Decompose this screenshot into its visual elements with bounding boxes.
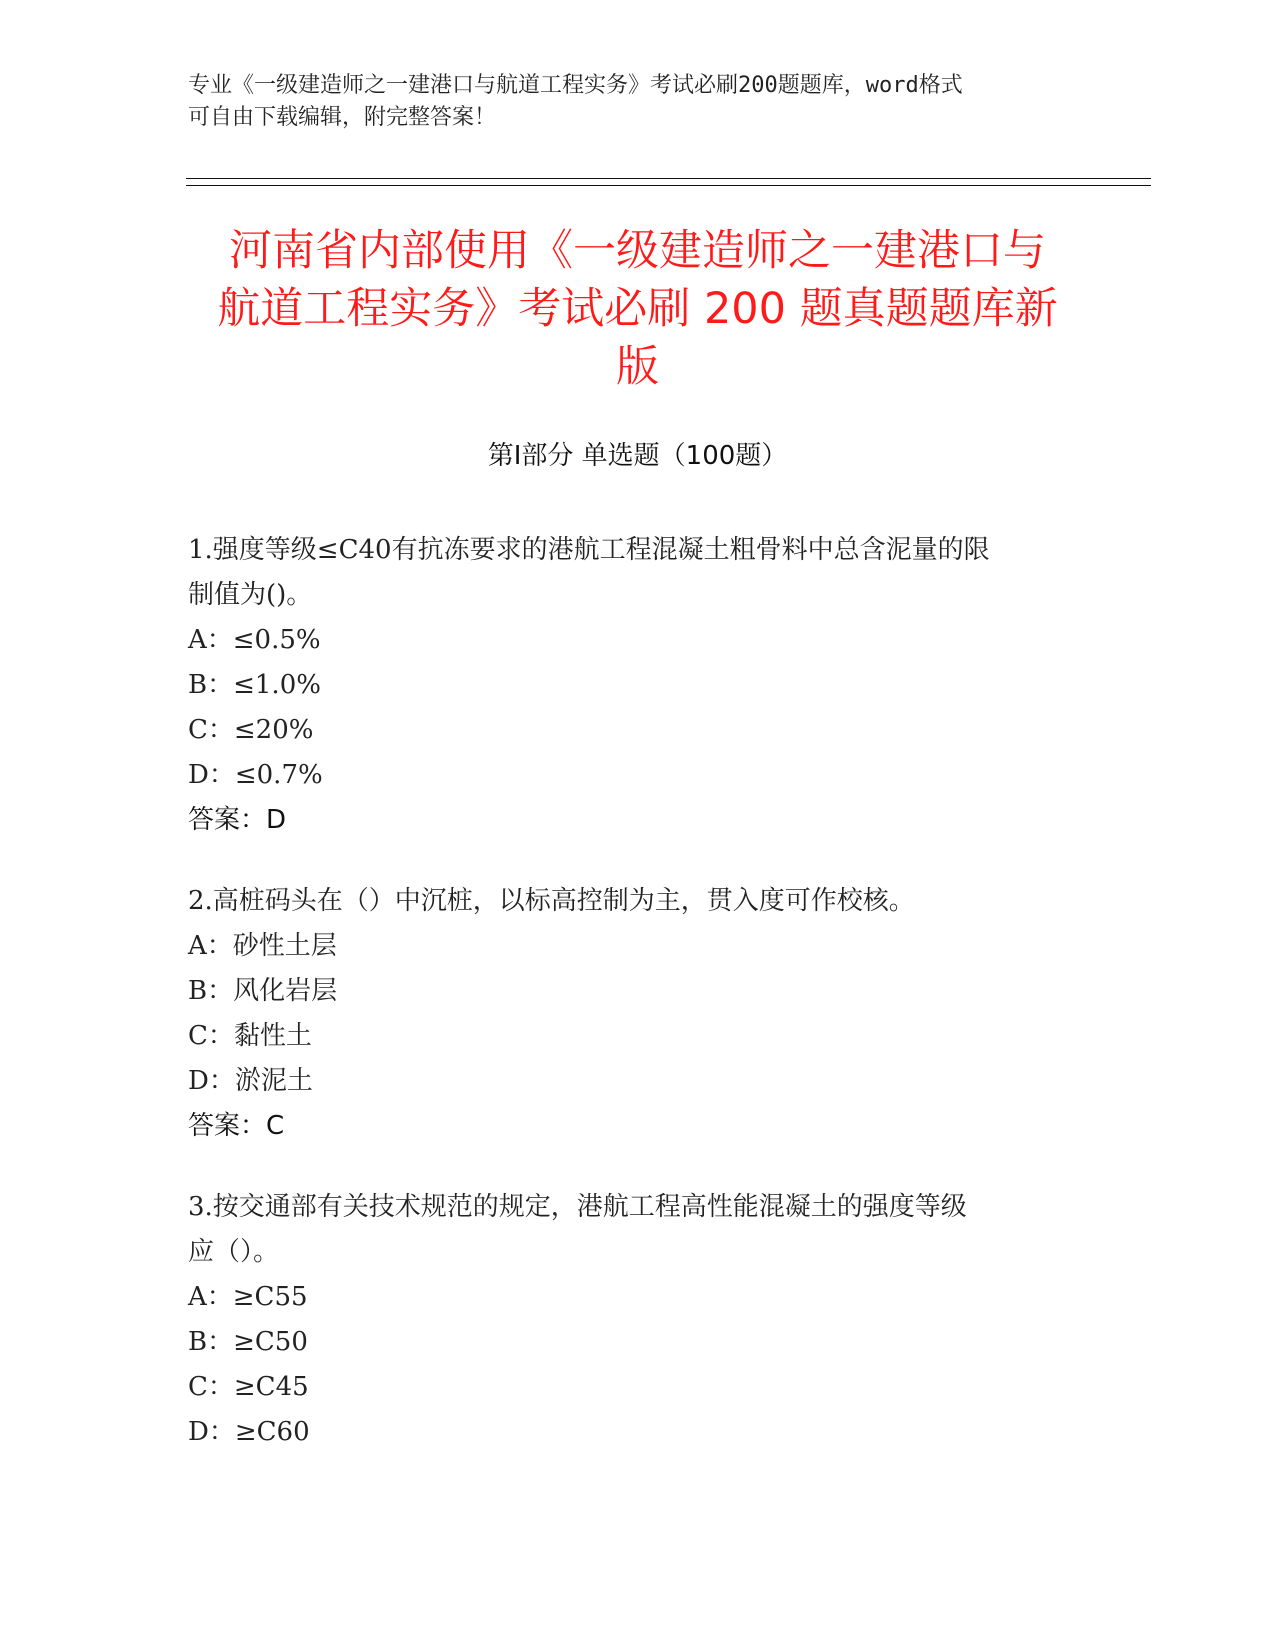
question-1 [188,528,1088,843]
header-note [188,70,1088,134]
option-d: D：≥C60 [188,1417,310,1447]
header-divider-bottom [186,185,1151,186]
option-c: C：≥C45 [188,1372,309,1402]
title-line-3: 版 [616,342,659,392]
option-d: D：≤0.7% [188,760,323,790]
option-c: C：黏性土 [188,1021,312,1051]
document-title [150,222,1125,396]
option-c: C：≤20% [188,715,314,745]
question-stem-line: 3.按交通部有关技术规范的规定，港航工程高性能混凝土的强度等级 [188,1192,967,1222]
section-heading: 第Ⅰ部分 单选题（100题） [487,441,788,471]
header-note-line-2: 可自由下载编辑，附完整答案！ [188,105,497,130]
option-a: A：≤0.5% [188,625,321,655]
question-stem-line: 应（）。 [188,1237,280,1267]
question-list [188,528,1088,1491]
question-2 [188,879,1088,1149]
option-b: B：风化岩层 [188,976,338,1006]
question-stem-line: 1.强度等级≤C40有抗冻要求的港航工程混凝土粗骨料中总含泥量的限 [188,535,990,565]
option-b: B：≥C50 [188,1327,308,1357]
question-stem-line: 制值为()。 [188,580,313,610]
question-3 [188,1185,1088,1455]
header-divider-top [186,178,1151,179]
option-a: A：≥C55 [188,1282,308,1312]
answer: 答案：D [188,805,287,835]
answer: 答案：C [188,1111,285,1141]
header-note-line-1: 专业《一级建造师之一建港口与航道工程实务》考试必刷200题题库，word格式 [188,73,963,98]
title-line-1: 河南省内部使用《一级建造师之一建港口与 [229,226,1046,276]
option-d: D：淤泥土 [188,1066,313,1096]
title-line-2: 航道工程实务》考试必刷 200 题真题题库新 [217,284,1058,334]
question-stem-line: 2.高桩码头在（）中沉桩，以标高控制为主，贯入度可作校核。 [188,886,915,916]
option-a: A：砂性土层 [188,931,337,961]
option-b: B：≤1.0% [188,670,321,700]
